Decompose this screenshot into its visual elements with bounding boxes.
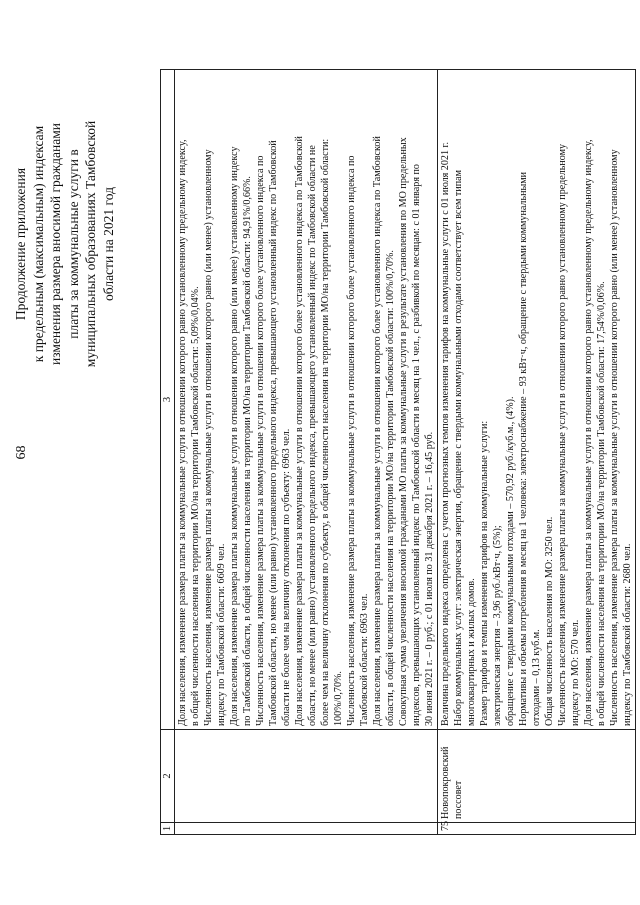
- description-line: многоквартирных и жилых домов.: [466, 578, 477, 726]
- description-line: отходами – 0,13 куб.м.: [531, 629, 542, 726]
- description-line: обращение с твердыми коммунальными отходами – 570,92 руб./куб.м., (4%).: [505, 396, 516, 726]
- description-line: Численность населения, изменение размера платы за коммунальные услуги в отношении которого равно (или менее) установленному: [609, 149, 620, 726]
- description-line: области, но менее (или равно) установленного предельного индекса, превышающего установленный индекс по Тамбовской области не: [307, 145, 318, 726]
- description-line: более чем на величину отклонения по субъекту, в общей численности населения на территории МО/на территории Тамбовской области:: [320, 138, 331, 726]
- description-line: Доля населения, изменение размера платы за коммунальные услуги в отношении которого равно установленному предельному индексу,: [583, 139, 594, 726]
- appendix-line: области на 2021 год: [100, 187, 116, 301]
- description-line: Численность населения, изменение размера платы за коммунальные услуги в отношении которого равно установленному предельному: [557, 143, 568, 726]
- appendix-line: Продолжение приложения: [13, 167, 28, 321]
- description-line: Доля населения, изменение размера платы за коммунальные услуги в отношении которого более установленного индекса по Тамбовской: [372, 136, 383, 726]
- description-line: Доля населения, изменение размера платы за коммунальные услуги в отношении которого равно (или менее) установленному индексу: [229, 146, 240, 726]
- municipality-name: [175, 730, 438, 823]
- description-line: Численность населения, изменение размера платы за коммунальные услуги в отношении которого равно (или менее) установленному: [203, 149, 214, 726]
- column-header: 1: [161, 823, 175, 835]
- description-line: области не более чем на величину отклонения по субъекту: 6963 чел.: [281, 428, 292, 726]
- appendix-line: платы за коммунальные услуги в: [65, 149, 81, 339]
- municipality-name: Новопокровский поссовет: [438, 730, 636, 823]
- description-line: индексов, превышающих установленный индекс по Тамбовской области в месяц на 1 чел., с разбивкой по месяцам: с 01 января по: [411, 164, 422, 726]
- description-line: индексу по Тамбовской области: 6609 чел.: [216, 543, 227, 726]
- description-line: 100%/0,70%.: [333, 671, 344, 726]
- row-number: [175, 823, 438, 835]
- description-line: индексу по МО: 570 чел.: [570, 619, 581, 726]
- appendix-line: к предельным (максимальным) индексам: [30, 125, 46, 363]
- description-line: области, в общей численности населения на территории МО/на территории Тамбовской области: 100%/0,70%.: [385, 250, 396, 726]
- description-line: Совокупная сумма увеличения вносимой гражданами МО платы за коммунальные услуги в результате установления по МО предельных: [398, 137, 409, 726]
- description-line: индексу по Тамбовской области: 2680 чел.: [622, 543, 633, 726]
- description-line: Набор коммунальных услуг: электрическая энергия, обращение с твердыми коммунальными отходами соответствует всем типам: [453, 170, 464, 726]
- description-line: Нормативы и объемы потребления в месяц на 1 человека: электроснабжение – 93 кВт·ч, обращение с твердыми коммунальными: [518, 171, 529, 726]
- description-line: Тамбовской области, но менее (или равно) установленного предельного индекса, превышающего установленный индекс по Тамбовской: [268, 140, 279, 726]
- description-line: 30 июня 2021 г. – 0 руб.; с 01 июля по 31 декабря 2021 г. – 16,45 руб.: [424, 431, 435, 726]
- description-line: Тамбовской области: 6963 чел.: [359, 593, 370, 726]
- description-line: Численность населения, изменение размера платы за коммунальные услуги в отношении которого более установленного индекса по: [255, 155, 266, 726]
- appendix-title: [12, 64, 117, 424]
- column-header: 2: [161, 730, 175, 823]
- tariff-table: [160, 69, 636, 835]
- description-line: Доля населения, изменение размера платы за коммунальные услуги в отношении которого более установленного индекса по Тамбовской: [294, 136, 305, 726]
- row-description: [175, 70, 438, 730]
- page-number: 68: [14, 445, 29, 460]
- description-line: Общая численность населения по МО: 3250 чел.: [544, 516, 555, 726]
- table-row: [438, 70, 636, 835]
- appendix-line: муниципальных образованиях Тамбовской: [83, 120, 98, 368]
- description-line: Размер тарифов и темпы изменения тарифов на коммунальные услуги:: [479, 420, 490, 726]
- table-header-row: [161, 70, 175, 835]
- row-description: [438, 70, 636, 730]
- row-number: 75: [438, 823, 636, 835]
- description-line: электрическая энергия – 3,96 руб./кВт·ч, (5%);: [492, 525, 503, 726]
- description-line: Численность населения, изменение размера платы за коммунальные услуги в отношении которого более установленного индекса по: [346, 155, 357, 726]
- appendix-line: изменения размера вносимой гражданами: [48, 123, 63, 365]
- description-line: Величина предельного индекса определена с учетом прогнозных темпов изменения тарифов на коммунальные услуги с 01 июля 2021 г.: [440, 141, 451, 726]
- description-line: в общей численности населения на территории МО/на территории Тамбовской области: 5,09%/0,04%.: [190, 286, 201, 726]
- description-line: в общей численности населения на территории МО/на территории Тамбовской области: 17,54%/0,06%.: [596, 281, 607, 726]
- table-row: [175, 70, 438, 835]
- description-line: Доля населения, изменение размера платы за коммунальные услуги в отношении которого равно установленному предельному индексу,: [177, 139, 188, 726]
- description-line: по Тамбовской области, в общей численности населения на территории МО/на территории Тамбовской области: 94,91%/0,66%.: [242, 176, 253, 726]
- column-header: 3: [161, 70, 175, 730]
